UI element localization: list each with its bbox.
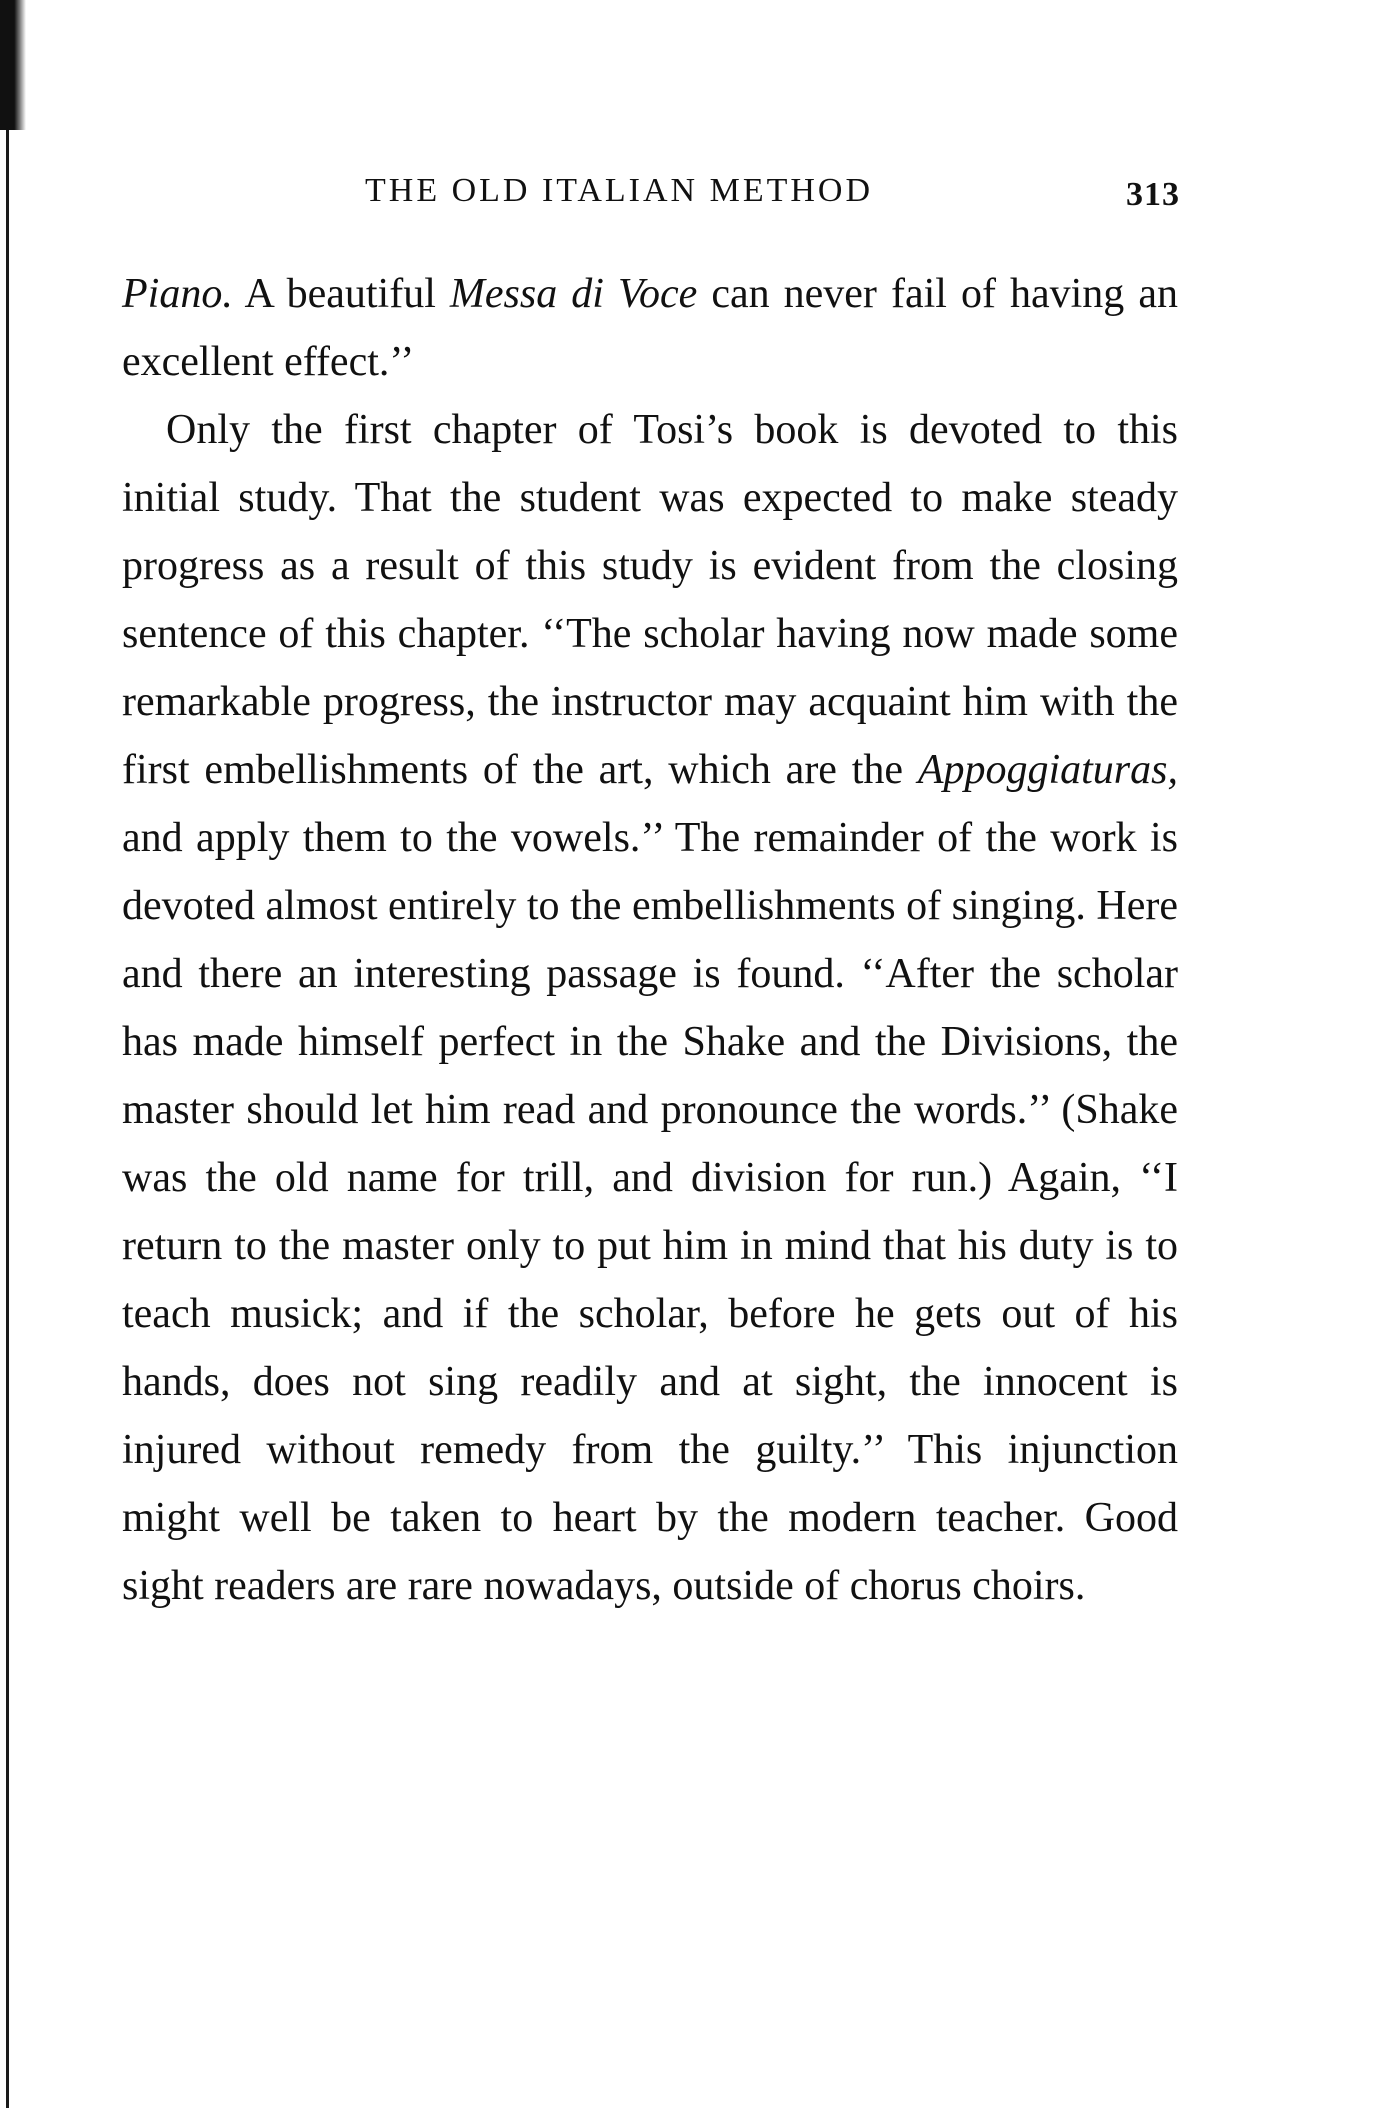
text-run: and apply them to the vowels.’’ The remainder of the work is devoted almost entirely to the embellishments of singing. Here and there an interesting passage is found. ‘‘After the scholar has made himself perfect in the Shake and the Divisions, the master should let him read and pronounce the words.’’ (Shake was the old name for trill, and division for run.) Again, ‘‘I return to the master only to put him in mind that his duty is to teach musick; and if the scholar, before he gets out of his hands, does not sing readily and at sight, the innocent is injured without remedy from the guilty.’’ This injunction might well be taken to heart by the modern teacher. Good sight readers are rare nowadays, outside of chorus choirs. xyxy=(122,815,1178,1609)
paragraph-1 xyxy=(122,260,1178,396)
text-run: A beautiful xyxy=(232,271,450,317)
italic-piano: Piano. xyxy=(122,271,233,317)
running-title: THE OLD ITALIAN METHOD xyxy=(365,172,874,209)
paragraph-2 xyxy=(122,396,1178,1620)
italic-messa-di-voce: Messa di Voce xyxy=(449,271,698,317)
page-number: 313 xyxy=(1126,176,1180,213)
scan-shadow xyxy=(0,0,26,130)
body-text xyxy=(122,260,1178,1620)
running-head xyxy=(120,172,1180,222)
binding-edge xyxy=(6,0,19,2108)
text-run: Only the first chapter of Tosi’s book is devoted to this initial study. That the student was expected to make steady progress as a result of this study is evident from the closing sentence of this chapter. ‘‘The scholar having now made some remarkable progress, the instructor may acquaint him with the first embellishments of the art, which are the xyxy=(122,407,1178,793)
text-run: can never fail of having an excellent effect.’’ xyxy=(122,271,1178,385)
italic-appoggiaturas: Appoggiaturas, xyxy=(917,747,1178,793)
